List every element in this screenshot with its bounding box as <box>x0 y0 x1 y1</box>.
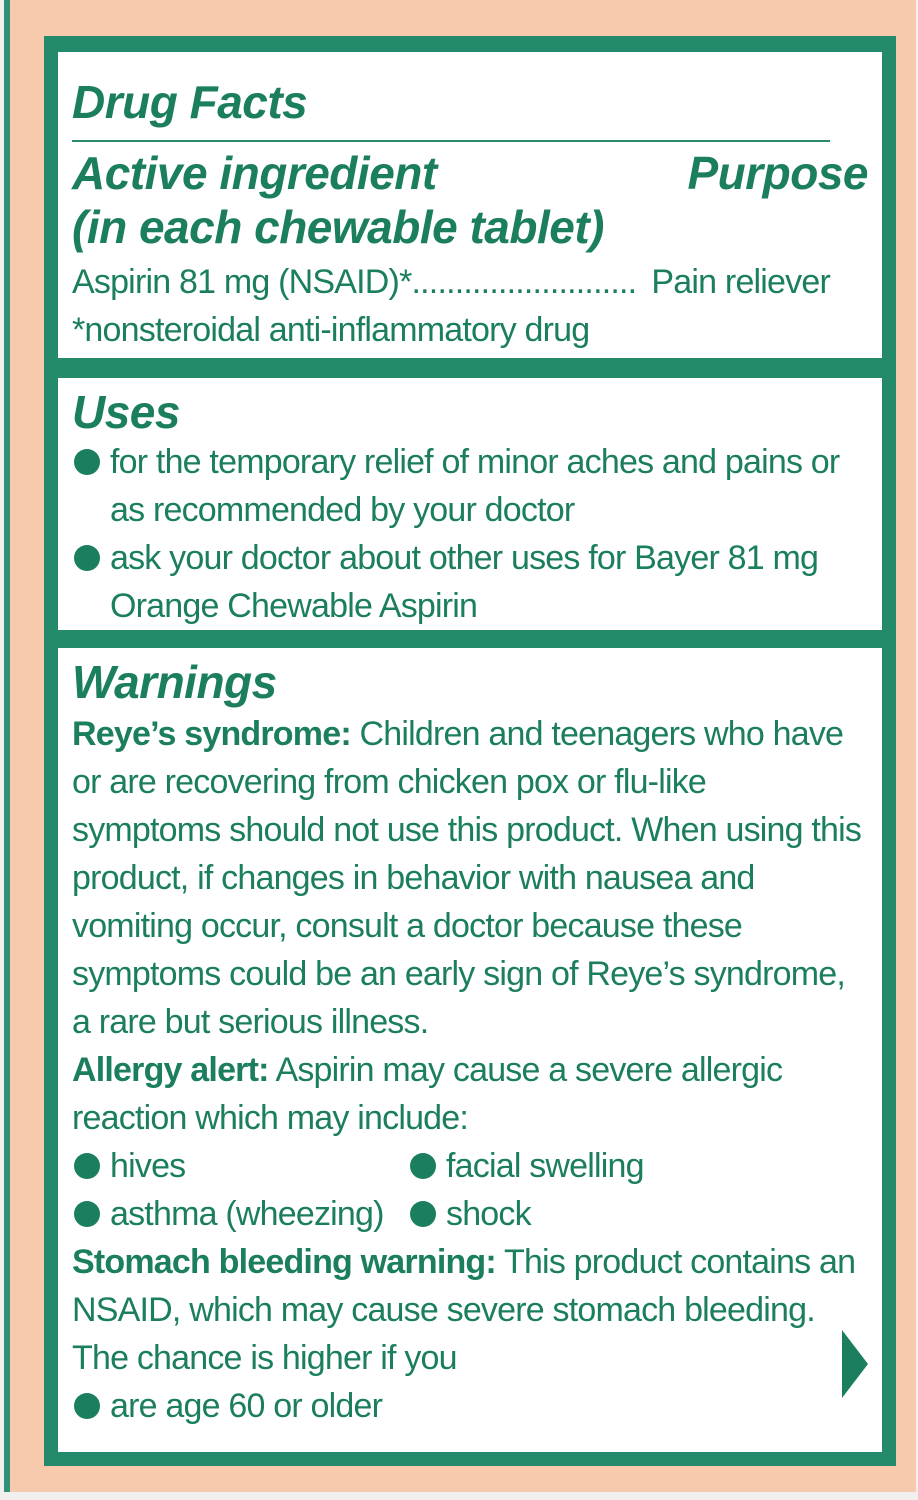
uses-panel <box>58 378 882 630</box>
reyes-text: Children and teenagers who have or are recovering from chicken pox or flu-like symptoms should not use this product. When using this product, if changes in behavior with nausea and vomiting occur, consult a doctor because these symptoms could be an early sign of Reye’s syndrome, a rare but serious illness. <box>72 715 862 1041</box>
warnings-panel <box>58 648 882 1452</box>
bullet-dot-icon <box>410 1153 436 1179</box>
title-divider <box>72 140 830 142</box>
list-item: facial swelling <box>408 1142 644 1190</box>
active-ingredient-heading <box>72 146 604 254</box>
purpose-heading: Purpose <box>687 147 868 199</box>
allergy-text: Aspirin may cause a severe allergic reaction which may include: <box>72 1051 783 1137</box>
warnings-title: Warnings <box>72 656 277 708</box>
uses-title: Uses <box>72 386 180 438</box>
continue-arrow-icon <box>842 1330 868 1398</box>
ingredient-purpose: Pain reliever <box>651 263 830 301</box>
ingredient-row <box>72 258 830 306</box>
stomach-text: This product contains an NSAID, which may cause severe stomach bleeding. The chance is higher if you <box>72 1243 856 1377</box>
stomach-list <box>72 1382 862 1430</box>
warnings-body <box>72 710 862 1430</box>
allergy-list-row-2 <box>72 1190 862 1238</box>
active-ingredient-line1: Active ingredient <box>72 147 437 199</box>
bullet-dot-icon <box>74 449 100 475</box>
active-ingredient-line2: (in each chewable tablet) <box>72 201 604 253</box>
stomach-paragraph <box>72 1238 862 1382</box>
list-item: ask your doctor about other uses for Bayer 81 mg Orange Chewable Aspirin <box>72 534 852 630</box>
bullet-dot-icon <box>74 1393 100 1419</box>
package-background <box>4 0 916 1492</box>
drug-facts-frame <box>44 36 896 1466</box>
uses-list <box>72 438 852 630</box>
list-item: asthma (wheezing) <box>72 1190 408 1238</box>
drug-facts-title: Drug Facts <box>72 76 308 128</box>
reyes-label: Reye’s syndrome: <box>72 715 351 753</box>
reyes-paragraph <box>72 710 862 1046</box>
bullet-dot-icon <box>74 1153 100 1179</box>
list-item: are age 60 or older <box>72 1382 382 1430</box>
list-item: shock <box>408 1190 531 1238</box>
stomach-label: Stomach bleeding warning: <box>72 1243 496 1281</box>
bullet-dot-icon <box>74 545 100 571</box>
bullet-dot-icon <box>410 1201 436 1227</box>
allergy-list-row-1 <box>72 1142 862 1190</box>
ingredient-footnote: *nonsteroidal anti-inflammatory drug <box>72 311 590 349</box>
list-item: hives <box>72 1142 408 1190</box>
bullet-dot-icon <box>74 1201 100 1227</box>
allergy-paragraph <box>72 1046 862 1142</box>
allergy-label: Allergy alert: <box>72 1051 269 1089</box>
ingredient-name: Aspirin 81 mg (NSAID)*.......................... <box>72 263 637 301</box>
active-ingredient-panel <box>58 52 882 358</box>
list-item: for the temporary relief of minor aches and pains or as recommended by your doctor <box>72 438 852 534</box>
